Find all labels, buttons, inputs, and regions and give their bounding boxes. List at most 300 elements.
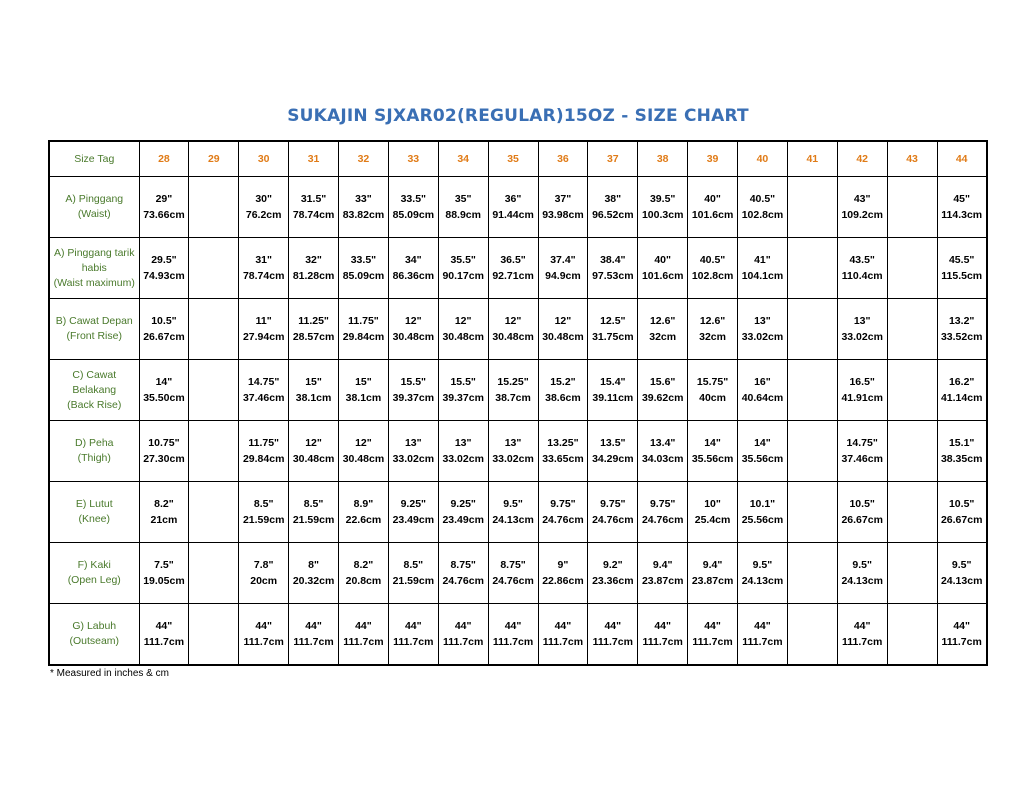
size-tag-30: 30 — [239, 141, 289, 177]
measurement-cm: 96.52cm — [592, 209, 634, 221]
measurement-cell — [239, 177, 289, 238]
measurement-inches: 14" — [754, 437, 771, 449]
measurement-cm: 111.7cm — [692, 636, 733, 648]
measurement-cell — [887, 543, 937, 604]
measurement-inches: 41" — [754, 254, 771, 266]
measurement-cell — [388, 543, 438, 604]
measurement-inches: 9" — [557, 559, 569, 571]
measurement-inches: 9.5" — [503, 498, 523, 510]
measurement-cell — [438, 482, 488, 543]
measurement-inches: 40.5" — [749, 193, 776, 205]
measurement-cm: 33.02cm — [492, 453, 534, 465]
measurement-cm: 23.49cm — [392, 514, 435, 526]
measurement-cell — [638, 299, 688, 360]
measurement-inches: 44" — [604, 620, 622, 632]
measurement-cm: 21.59cm — [292, 514, 335, 526]
measurement-inches: 12.5" — [600, 315, 626, 327]
measurement-cm: 86.36cm — [392, 270, 435, 282]
measurement-inches: 10.5" — [849, 498, 875, 510]
measurement-inches: 12.6" — [649, 315, 676, 327]
measurement-cell — [438, 238, 488, 299]
measurement-cm: 20cm — [250, 575, 278, 587]
measurement-cm: 115.5cm — [941, 270, 983, 282]
measurement-cell — [239, 360, 289, 421]
measurement-cell — [488, 238, 538, 299]
measurement-inches: 9.5" — [752, 559, 773, 571]
table-row — [49, 238, 987, 299]
measurement-cell — [688, 421, 738, 482]
measurement-cm: 111.7cm — [393, 636, 434, 648]
measurement-cm: 38.1cm — [345, 392, 382, 404]
measurement-inches: 8.9" — [353, 498, 374, 510]
measurement-inches: 35" — [454, 193, 472, 205]
measurement-cell — [488, 482, 538, 543]
measurement-cell — [388, 421, 438, 482]
measurement-cm: 111.7cm — [243, 636, 284, 648]
measurement-inches: 12" — [305, 437, 322, 449]
measurement-cm: 29.84cm — [342, 331, 385, 343]
measurement-cm: 41.91cm — [841, 392, 883, 404]
measurement-inches: 8.75" — [500, 559, 526, 571]
measurement-cell — [738, 543, 788, 604]
measurement-cm: 35.56cm — [741, 453, 784, 465]
measurement-inches: 12" — [454, 315, 472, 327]
measurement-cm: 33.02cm — [741, 331, 784, 343]
measurement-cell — [787, 238, 837, 299]
measurement-cm: 24.13cm — [940, 575, 983, 587]
measurement-cell — [339, 299, 389, 360]
measurement-cm: 39.62cm — [641, 392, 684, 404]
measurement-cell — [239, 543, 289, 604]
measurement-cm: 97.53cm — [592, 270, 634, 282]
size-tag-41: 41 — [787, 141, 837, 177]
measurement-cell — [239, 299, 289, 360]
measurement-inches: 8.2" — [353, 559, 374, 571]
measurement-inches: 12.6" — [699, 315, 726, 327]
measurement-cm: 33.52cm — [940, 331, 983, 343]
measurement-inches: 16.2" — [948, 376, 975, 388]
row-label-line: A) Pinggang tarik — [53, 246, 135, 259]
measurement-cell — [688, 604, 738, 666]
measurement-cm: 111.7cm — [742, 636, 783, 648]
measurement-cell — [289, 543, 339, 604]
measurement-cm: 30.48cm — [492, 331, 534, 343]
row-label-line: F) Kaki — [77, 559, 111, 571]
measurement-inches: 9.2" — [603, 559, 623, 571]
measurement-inches: 38.4" — [600, 254, 626, 266]
measurement-cell — [189, 238, 239, 299]
measurement-cell — [139, 360, 189, 421]
measurement-cm: 33.65cm — [542, 453, 584, 465]
measurement-cell — [738, 421, 788, 482]
measurement-inches: 44" — [404, 620, 422, 632]
measurement-cell — [538, 360, 588, 421]
measurement-cell — [239, 604, 289, 666]
size-tag-38: 38 — [638, 141, 688, 177]
measurement-cell — [738, 177, 788, 238]
measurement-cm: 111.7cm — [642, 636, 683, 648]
measurement-cm: 21.59cm — [392, 575, 435, 587]
measurement-cell — [538, 421, 588, 482]
measurement-inches: 11.75" — [248, 437, 280, 449]
measurement-cell — [488, 360, 538, 421]
measurement-cell — [388, 177, 438, 238]
measurement-cm: 110.4cm — [841, 270, 883, 282]
measurement-inches: 32" — [305, 254, 322, 266]
measurement-cell — [688, 299, 738, 360]
measurement-cell — [937, 604, 987, 666]
row-label-line: (Thigh) — [77, 452, 111, 464]
measurement-inches: 44" — [305, 620, 322, 632]
measurement-cell — [787, 360, 837, 421]
measurement-cm: 24.13cm — [841, 575, 883, 587]
measurement-cell — [887, 604, 937, 666]
measurement-inches: 44" — [355, 620, 372, 632]
measurement-cell — [787, 177, 837, 238]
measurement-cell — [139, 543, 189, 604]
measurement-inches: 8" — [308, 559, 319, 571]
measurement-cell — [239, 421, 289, 482]
measurement-cm: 22.86cm — [542, 575, 584, 587]
measurement-cell — [638, 482, 688, 543]
measurement-inches: 44" — [704, 620, 721, 632]
measurement-cell — [837, 482, 887, 543]
measurement-inches: 9.25" — [400, 498, 427, 510]
measurement-inches: 44" — [754, 620, 771, 632]
measurement-cell — [388, 299, 438, 360]
measurement-cell — [388, 604, 438, 666]
size-tag-40: 40 — [738, 141, 788, 177]
measurement-cm: 102.8cm — [741, 209, 784, 221]
measurement-cell — [738, 238, 788, 299]
measurement-inches: 13" — [454, 437, 472, 449]
measurement-inches: 7.8" — [253, 559, 274, 571]
measurement-cm: 101.6cm — [641, 270, 684, 282]
measurement-cell — [837, 177, 887, 238]
measurement-cell — [289, 238, 339, 299]
size-tag-39: 39 — [688, 141, 738, 177]
measurement-cell — [139, 604, 189, 666]
measurement-inches: 8.5" — [303, 498, 324, 510]
measurement-cm: 102.8cm — [691, 270, 734, 282]
measurement-inches: 43.5" — [849, 254, 875, 266]
measurement-inches: 33.5" — [400, 193, 427, 205]
size-tag-43: 43 — [887, 141, 937, 177]
measurement-cell — [189, 421, 239, 482]
measurement-cell — [488, 604, 538, 666]
row-label-line: (Waist) — [77, 208, 111, 220]
measurement-cm: 78.74cm — [292, 209, 335, 221]
measurement-cm: 26.67cm — [841, 514, 883, 526]
measurement-cell — [339, 421, 389, 482]
measurement-inches: 14.75" — [248, 376, 280, 388]
measurement-cm: 22.6cm — [345, 514, 382, 526]
measurement-cm: 81.28cm — [292, 270, 335, 282]
measurement-inches: 10.5" — [151, 315, 177, 327]
measurement-inches: 9.5" — [852, 559, 872, 571]
measurement-cell — [388, 482, 438, 543]
measurement-inches: 9.75" — [600, 498, 626, 510]
measurement-cm: 91.44cm — [492, 209, 534, 221]
measurement-cell — [189, 360, 239, 421]
measurement-cell — [189, 482, 239, 543]
measurement-inches: 13.2" — [948, 315, 975, 327]
measurement-inches: 44" — [454, 620, 472, 632]
table-row — [49, 543, 987, 604]
size-tag-35: 35 — [488, 141, 538, 177]
measurement-inches: 8.75" — [450, 559, 476, 571]
measurement-inches: 7.5" — [154, 559, 174, 571]
measurement-cm: 24.76cm — [592, 514, 634, 526]
row-label — [49, 421, 139, 482]
measurement-cm: 23.87cm — [691, 575, 734, 587]
measurement-inches: 33" — [355, 193, 372, 205]
row-label — [49, 604, 139, 666]
measurement-inches: 10.75" — [148, 437, 180, 449]
measurement-inches: 9.4" — [702, 559, 723, 571]
measurement-cell — [488, 299, 538, 360]
row-label — [49, 360, 139, 421]
measurement-cell — [339, 238, 389, 299]
measurement-cell — [837, 604, 887, 666]
measurement-cm: 74.93cm — [143, 270, 185, 282]
measurement-cm: 111.7cm — [941, 636, 982, 648]
measurement-cell — [538, 177, 588, 238]
measurement-cm: 40cm — [699, 392, 726, 404]
measurement-cm: 111.7cm — [343, 636, 384, 648]
measurement-inches: 44" — [155, 620, 173, 632]
measurement-inches: 44" — [504, 620, 522, 632]
measurement-inches: 33.5" — [350, 254, 377, 266]
measurement-cm: 39.37cm — [392, 392, 435, 404]
measurement-cell — [937, 543, 987, 604]
measurement-cell — [239, 482, 289, 543]
measurement-cell — [638, 421, 688, 482]
measurement-cell — [588, 543, 638, 604]
measurement-cm: 37.46cm — [242, 392, 285, 404]
measurement-cm: 33.02cm — [392, 453, 435, 465]
measurement-cell — [787, 604, 837, 666]
measurement-cell — [438, 177, 488, 238]
page-title: SUKAJIN SJXAR02(REGULAR)15OZ - SIZE CHART — [287, 106, 749, 126]
measurement-cm: 31.75cm — [592, 331, 634, 343]
measurement-cm: 111.7cm — [293, 636, 334, 648]
measurement-cell — [688, 177, 738, 238]
measurement-inches: 12" — [554, 315, 572, 327]
size-tag-29: 29 — [189, 141, 239, 177]
measurement-inches: 39.5" — [649, 193, 676, 205]
measurement-cell — [239, 238, 289, 299]
row-label-line: (Open Leg) — [67, 574, 121, 586]
measurement-cm: 109.2cm — [841, 209, 883, 221]
measurement-inches: 10.5" — [948, 498, 975, 510]
measurement-cell — [837, 299, 887, 360]
row-label-line: (Front Rise) — [66, 330, 122, 342]
measurement-cell — [738, 604, 788, 666]
measurement-cm: 90.17cm — [442, 270, 484, 282]
measurement-inches: 36" — [504, 193, 522, 205]
measurement-inches: 13" — [754, 315, 771, 327]
measurement-cell — [438, 543, 488, 604]
measurement-cell — [289, 482, 339, 543]
measurement-inches: 29" — [155, 193, 173, 205]
measurement-cell — [189, 543, 239, 604]
measurement-cell — [339, 177, 389, 238]
row-label — [49, 177, 139, 238]
measurement-cell — [937, 299, 987, 360]
measurement-cell — [638, 360, 688, 421]
measurement-cm: 30.48cm — [542, 331, 584, 343]
measurement-cell — [638, 177, 688, 238]
measurement-inches: 12" — [504, 315, 522, 327]
measurement-cell — [488, 177, 538, 238]
measurement-cm: 30.48cm — [292, 453, 335, 465]
measurement-cell — [887, 482, 937, 543]
measurement-inches: 31" — [255, 254, 273, 266]
measurement-inches: 9.75" — [649, 498, 676, 510]
measurement-cm: 114.3cm — [941, 209, 983, 221]
measurement-cm: 104.1cm — [741, 270, 784, 282]
measurement-cell — [488, 421, 538, 482]
measurement-cell — [738, 482, 788, 543]
measurement-cell — [189, 604, 239, 666]
measurement-cm: 24.76cm — [492, 575, 534, 587]
measurement-cell — [937, 482, 987, 543]
measurement-cm: 29.84cm — [242, 453, 285, 465]
measurement-cm: 23.36cm — [592, 575, 634, 587]
size-tag-34: 34 — [438, 141, 488, 177]
measurement-inches: 12" — [355, 437, 372, 449]
size-tag-header: Size Tag — [49, 141, 139, 177]
measurement-inches: 14.75" — [846, 437, 878, 449]
measurement-cell — [438, 421, 488, 482]
measurement-cm: 93.98cm — [542, 209, 584, 221]
measurement-inches: 34" — [404, 254, 422, 266]
measurement-cell — [937, 238, 987, 299]
measurement-cm: 35.56cm — [691, 453, 734, 465]
measurement-cell — [738, 299, 788, 360]
measurement-cell — [289, 604, 339, 666]
measurement-inches: 43" — [853, 193, 871, 205]
size-tag-42: 42 — [837, 141, 887, 177]
size-chart-table — [48, 140, 988, 666]
measurement-cell — [887, 421, 937, 482]
measurement-cell — [339, 482, 389, 543]
measurement-inches: 40" — [704, 193, 721, 205]
measurement-cell — [837, 421, 887, 482]
measurement-cell — [837, 360, 887, 421]
measurement-cm: 30.48cm — [442, 331, 484, 343]
row-label-line: D) Peha — [74, 437, 114, 449]
measurement-cell — [388, 238, 438, 299]
measurement-cell — [937, 177, 987, 238]
measurement-cell — [688, 360, 738, 421]
measurement-inches: 44" — [554, 620, 572, 632]
measurement-cm: 111.7cm — [492, 636, 534, 648]
measurement-cell — [438, 604, 488, 666]
size-tag-28: 28 — [139, 141, 189, 177]
measurement-cell — [638, 604, 688, 666]
measurement-inches: 44" — [654, 620, 672, 632]
measurement-cm: 32cm — [699, 331, 726, 343]
measurement-inches: 13" — [504, 437, 522, 449]
measurement-cm: 30.48cm — [392, 331, 435, 343]
measurement-inches: 13.4" — [649, 437, 676, 449]
measurement-inches: 15.5" — [450, 376, 476, 388]
measurement-inches: 31.5" — [300, 193, 327, 205]
row-label-line: G) Labuh — [72, 620, 117, 632]
table-row — [49, 299, 987, 360]
row-label — [49, 299, 139, 360]
measurement-inches: 16" — [754, 376, 771, 388]
row-label-line: habis — [81, 261, 107, 274]
measurement-cm: 27.94cm — [242, 331, 285, 343]
measurement-cm: 38.6cm — [545, 392, 581, 404]
measurement-inches: 9.25" — [450, 498, 476, 510]
measurement-cell — [588, 421, 638, 482]
measurement-cm: 88.9cm — [445, 209, 481, 221]
measurement-cm: 32cm — [649, 331, 677, 343]
measurement-cm: 40.64cm — [741, 392, 784, 404]
measurement-cell — [289, 177, 339, 238]
row-label-line: E) Lutut — [75, 498, 113, 510]
measurement-inches: 13" — [404, 437, 422, 449]
measurement-inches: 8.2" — [154, 498, 174, 510]
measurement-cell — [588, 238, 638, 299]
measurement-cm: 33.02cm — [442, 453, 484, 465]
measurement-cell — [289, 299, 339, 360]
measurement-inches: 11.25" — [298, 315, 329, 327]
size-tag-44: 44 — [937, 141, 987, 177]
table-row — [49, 360, 987, 421]
measurement-cm: 111.7cm — [143, 636, 185, 648]
measurement-inches: 45.5" — [948, 254, 975, 266]
measurement-cm: 21.59cm — [242, 514, 285, 526]
measurement-cm: 25.4cm — [694, 514, 731, 526]
measurement-cell — [139, 482, 189, 543]
row-label-line: (Waist maximum) — [53, 276, 135, 289]
measurement-cm: 23.49cm — [442, 514, 484, 526]
measurement-cell — [688, 238, 738, 299]
measurement-cm: 39.37cm — [442, 392, 484, 404]
measurement-cm: 30.48cm — [342, 453, 385, 465]
measurement-cell — [588, 482, 638, 543]
measurement-cm: 76.2cm — [245, 209, 282, 221]
measurement-inches: 45" — [953, 193, 971, 205]
measurement-inches: 40.5" — [699, 254, 726, 266]
size-tag-37: 37 — [588, 141, 638, 177]
measurement-cell — [688, 482, 738, 543]
measurement-cell — [538, 543, 588, 604]
measurement-cm: 101.6cm — [691, 209, 734, 221]
measurement-cell — [139, 238, 189, 299]
measurement-inches: 36.5" — [500, 254, 526, 266]
measurement-cell — [837, 543, 887, 604]
measurement-cell — [438, 299, 488, 360]
measurement-inches: 40" — [654, 254, 672, 266]
measurement-cell — [887, 299, 937, 360]
row-label-line: (Knee) — [78, 513, 110, 525]
measurement-inches: 9.5" — [951, 559, 972, 571]
measurement-cell — [937, 360, 987, 421]
measurement-cm: 28.57cm — [292, 331, 335, 343]
measurement-inches: 38" — [604, 193, 622, 205]
measurement-cell — [438, 360, 488, 421]
measurement-cell — [339, 543, 389, 604]
row-label-line: C) Cawat — [72, 368, 117, 381]
measurement-cell — [289, 421, 339, 482]
measurement-cm: 83.82cm — [342, 209, 385, 221]
